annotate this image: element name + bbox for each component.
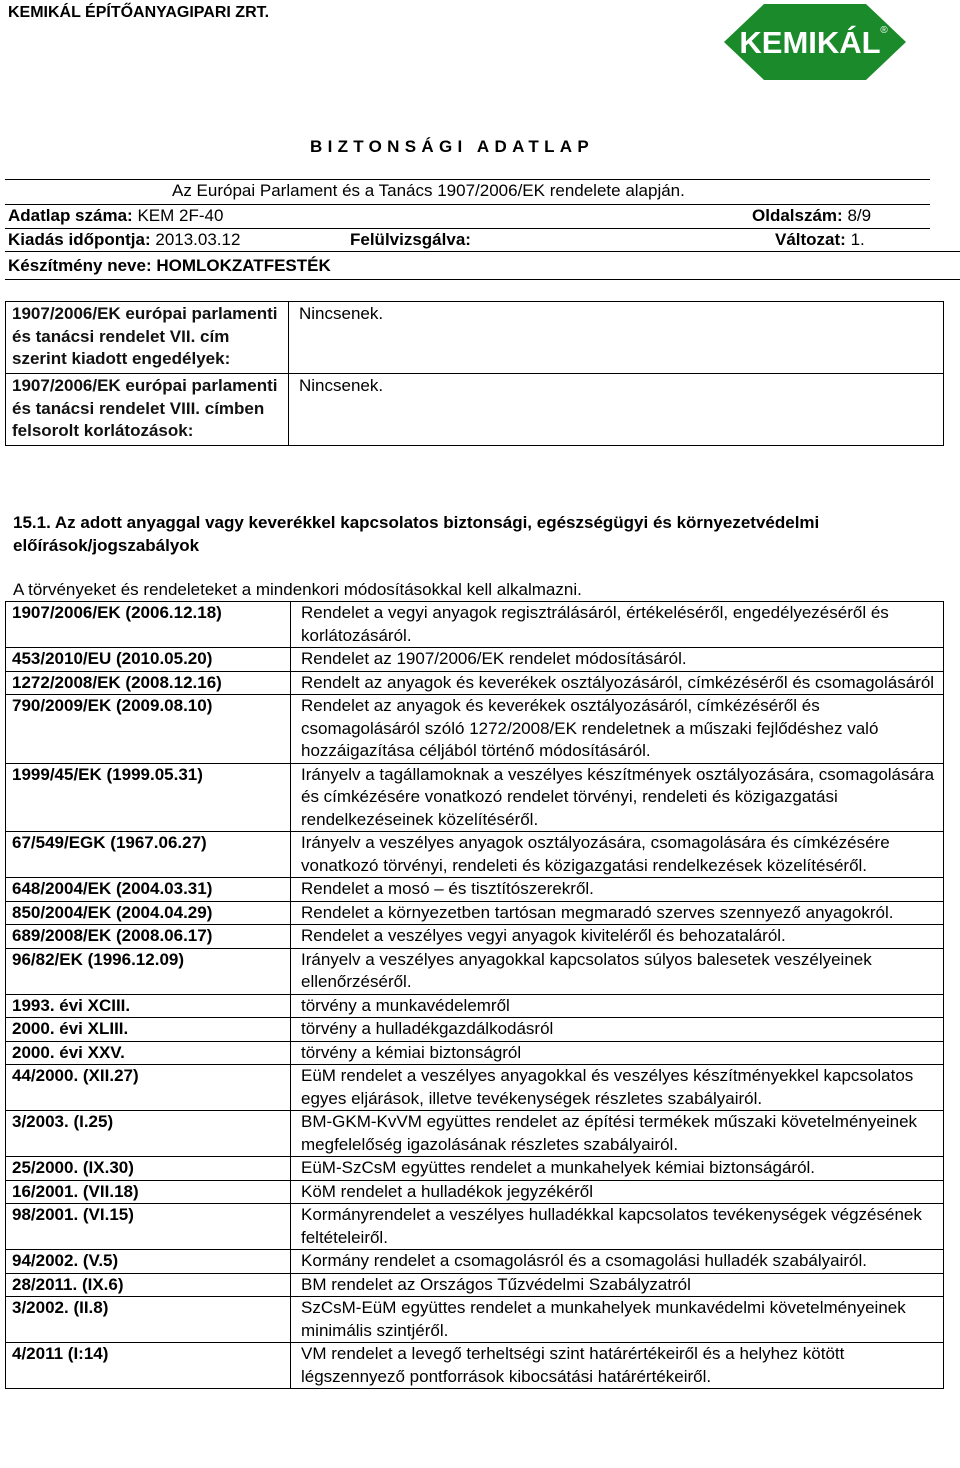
regulation-description: SzCsM-EüM együttes rendelet a munkahelyek munkavédelmi követelményeinek minimális szintjéről.	[291, 1297, 944, 1343]
page-number-value: 8/9	[847, 206, 872, 225]
table-row	[6, 1111, 944, 1157]
table-row	[6, 1041, 944, 1065]
table-row	[6, 878, 944, 902]
regulation-code: 3/2003. (I.25)	[6, 1111, 291, 1157]
table-row	[6, 1204, 944, 1250]
header-rule-3	[5, 228, 930, 229]
table-row	[6, 302, 944, 374]
issue-date-value: 2013.03.12	[155, 230, 241, 249]
regulation-description: Rendelet a vegyi anyagok regisztrálásáról, értékeléséről, engedélyezéséről és korlátozásáról.	[291, 602, 944, 648]
regulation-code: 94/2002. (V.5)	[6, 1250, 291, 1274]
header-rule-2	[5, 204, 930, 205]
company-name: KEMIKÁL ÉPÍTŐANYAGIPARI ZRT.	[8, 4, 270, 21]
regulation-code: 1272/2008/EK (2008.12.16)	[6, 671, 291, 695]
revision-field	[350, 230, 471, 250]
authorization-table	[5, 301, 944, 446]
regulation-code: 850/2004/EK (2004.04.29)	[6, 901, 291, 925]
regulation-description: Irányelv a veszélyes anyagokkal kapcsolatos súlyos balesetek veszélyeinek ellenőrzéséről.	[291, 948, 944, 994]
table-row	[6, 1018, 944, 1042]
authorization-value: Nincsenek.	[289, 302, 944, 374]
product-name-label: Készítmény neve:	[8, 256, 152, 275]
table-row	[6, 948, 944, 994]
sheet-number-value: KEM 2F-40	[137, 206, 224, 225]
table-row	[6, 695, 944, 764]
logo-text: KEMIKÁL	[739, 25, 881, 60]
regulation-description: BM-GKM-KvVM együttes rendelet az építési termékek műszaki követelményeinek megfelelőség igazolásának részletes szabályairól.	[291, 1111, 944, 1157]
version-field	[775, 230, 865, 250]
header-rule-5	[5, 279, 960, 280]
regulations-table	[5, 601, 944, 1389]
table-row	[6, 1157, 944, 1181]
version-value: 1.	[850, 230, 865, 249]
regulation-code: 648/2004/EK (2004.03.31)	[6, 878, 291, 902]
table-row	[6, 1250, 944, 1274]
regulation-description: BM rendelet az Országos Tűzvédelmi Szabályzatról	[291, 1273, 944, 1297]
regulation-description: Rendelet az 1907/2006/EK rendelet módosításáról.	[291, 648, 944, 672]
page-number-label: Oldalszám:	[752, 206, 843, 225]
kemikal-logo	[724, 2, 906, 82]
regulation-code: 16/2001. (VII.18)	[6, 1180, 291, 1204]
sheet-number-label: Adatlap száma:	[8, 206, 133, 225]
section-title: 15.1. Az adott anyaggal vagy keverékkel kapcsolatos biztonsági, egészségügyi és környezetvédelmi előírások/jogszabályok	[13, 513, 820, 555]
regulation-code: 1999/45/EK (1999.05.31)	[6, 763, 291, 832]
regulation-description: Rendelet az anyagok és keverékek osztályozásáról, címkézéséről és csomagolásáról szóló 1272/2008/EK rendeletnek a műszaki fejlődéshez való hozzáigazítása céljából történő módosításáról.	[291, 695, 944, 764]
table-row	[6, 832, 944, 878]
regulation-code: 2000. évi XXV.	[6, 1041, 291, 1065]
sheet-number-field	[8, 206, 223, 226]
table-row	[6, 1065, 944, 1111]
regulation-code: 96/82/EK (1996.12.09)	[6, 948, 291, 994]
table-row	[6, 994, 944, 1018]
header-rule-4	[5, 251, 960, 252]
table-row	[6, 374, 944, 446]
product-name-field	[8, 256, 331, 276]
regulation-description: VM rendelet a levegő terheltségi szint határértékeiről és a helyhez kötött légszennyező pontforrások kibocsátási határértékeiről.	[291, 1343, 944, 1389]
regulation-description: Irányelv a veszélyes anyagok osztályozására, csomagolására és címkézésére vonatkozó törvényi, rendeleti és közigazgatási rendelkezések közelítéséről.	[291, 832, 944, 878]
regulation-description: KöM rendelet a hulladékok jegyzékéről	[291, 1180, 944, 1204]
table-row	[6, 648, 944, 672]
header-rule-1	[5, 179, 930, 180]
table-row	[6, 602, 944, 648]
table-row	[6, 1273, 944, 1297]
regulation-code: 98/2001. (VI.15)	[6, 1204, 291, 1250]
table-row	[6, 671, 944, 695]
section-note: A törvényeket és rendeleteket a mindenkori módosításokkal kell alkalmazni.	[13, 580, 582, 599]
regulation-description: Rendelt az anyagok és keverékek osztályozásáról, címkézéséről és csomagolásáról	[291, 671, 944, 695]
regulation-description: Irányelv a tagállamoknak a veszélyes készítmények osztályozására, csomagolására és címkézésére vonatkozó rendelet törvényi, rendeleti és közigazgatási rendelkezéseinek közelítéséről.	[291, 763, 944, 832]
table-row	[6, 1343, 944, 1389]
regulation-code: 1907/2006/EK (2006.12.18)	[6, 602, 291, 648]
regulation-description: Rendelet a veszélyes vegyi anyagok kiviteléről és behozataláról.	[291, 925, 944, 949]
regulation-description: törvény a munkavédelemről	[291, 994, 944, 1018]
regulation-code: 44/2000. (XII.27)	[6, 1065, 291, 1111]
regulation-description: Rendelet a mosó – és tisztítószerekről.	[291, 878, 944, 902]
regulation-code: 2000. évi XLIII.	[6, 1018, 291, 1042]
table-row	[6, 1180, 944, 1204]
regulation-code: 689/2008/EK (2008.06.17)	[6, 925, 291, 949]
regulation-description: törvény a kémiai biztonságról	[291, 1041, 944, 1065]
regulation-code: 67/549/EGK (1967.06.27)	[6, 832, 291, 878]
table-row	[6, 1297, 944, 1343]
regulation-code: 3/2002. (II.8)	[6, 1297, 291, 1343]
version-label: Változat:	[775, 230, 846, 249]
regulation-code: 1993. évi XCIII.	[6, 994, 291, 1018]
revision-label: Felülvizsgálva:	[350, 230, 471, 249]
authorization-value: Nincsenek.	[289, 374, 944, 446]
regulation-description: EüM-SzCsM együttes rendelet a munkahelyek kémiai biztonságáról.	[291, 1157, 944, 1181]
table-row	[6, 901, 944, 925]
regulation-code: 25/2000. (IX.30)	[6, 1157, 291, 1181]
regulation-code: 453/2010/EU (2010.05.20)	[6, 648, 291, 672]
product-name-value: HOMLOKZATFESTÉK	[156, 256, 331, 275]
logo-registered-mark: ®	[880, 25, 888, 36]
regulation-description: Rendelet a környezetben tartósan megmaradó szerves szennyező anyagokról.	[291, 901, 944, 925]
regulation-description: EüM rendelet a veszélyes anyagokkal és veszélyes készítményekkel kapcsolatos egyes eljárások, illetve tevékenységek részletes szabályairól.	[291, 1065, 944, 1111]
issue-date-label: Kiadás időpontja:	[8, 230, 151, 249]
regulation-code: 790/2009/EK (2009.08.10)	[6, 695, 291, 764]
document-title: BIZTONSÁGI ADATLAP	[310, 137, 594, 156]
page-number-field	[752, 206, 871, 226]
regulation-description: Kormányrendelet a veszélyes hulladékkal kapcsolatos tevékenységek végzésének feltételeiről.	[291, 1204, 944, 1250]
authorization-label: 1907/2006/EK európai parlamenti és tanácsi rendelet VIII. címben felsorolt korlátozások:	[6, 374, 289, 446]
regulation-code: 4/2011 (I:14)	[6, 1343, 291, 1389]
regulation-description: Kormány rendelet a csomagolásról és a csomagolási hulladék szabályairól.	[291, 1250, 944, 1274]
table-row	[6, 763, 944, 832]
regulation-line: Az Európai Parlament és a Tanács 1907/2006/EK rendelete alapján.	[172, 181, 685, 200]
regulation-description: törvény a hulladékgazdálkodásról	[291, 1018, 944, 1042]
authorization-label: 1907/2006/EK európai parlamenti és tanácsi rendelet VII. cím szerint kiadott engedélyek:	[6, 302, 289, 374]
issue-date-field	[8, 230, 240, 250]
table-row	[6, 925, 944, 949]
regulation-code: 28/2011. (IX.6)	[6, 1273, 291, 1297]
